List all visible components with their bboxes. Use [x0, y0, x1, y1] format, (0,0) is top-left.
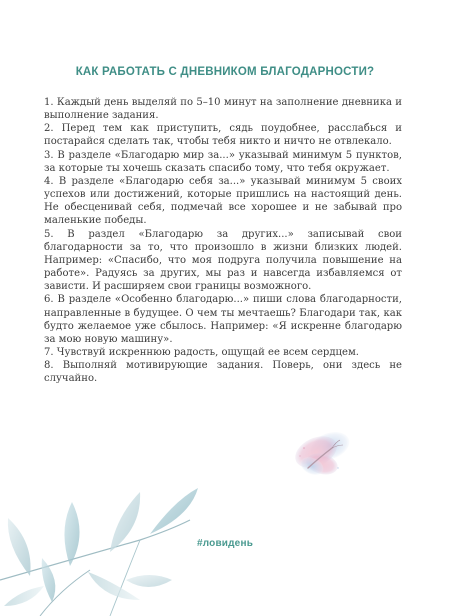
instruction-item-7: 7. Чувствуй искреннюю радость, ощущай ее всем сердцем. [44, 346, 359, 358]
instruction-item-2: 2. Перед тем как приступить, сядь поудобнее, расслабься и постарайся сделать так, чтобы тебя никто и ничто не отвлекало. [44, 123, 402, 148]
hashtag-label: #ловидень [196, 538, 254, 549]
instruction-item-8: 8. Выполняй мотивирующие задания. Поверь, они здесь не случайно. [44, 360, 402, 385]
moth-illustration [286, 428, 356, 488]
instruction-item-5: 5. В раздел «Благодарю за других...» записывай свои благодарности за то, что произошло в жизни близких людей. Например: «Спасибо, что моя подруга получила повышение на работе». Радуясь за других, мы раз и навсегда избавляемся от зависти. И расширяем свои границы возможного. [44, 228, 402, 293]
leaves-illustration [0, 430, 200, 616]
instruction-item-4: 4. В разделе «Благодарю себя за...» указывай минимум 5 своих успехов или достижений, которые пришлись на настоящий день. Не обесценивай себя, подмечай все хорошее и не забывай про маленькие победы. [44, 175, 402, 227]
page-title: КАК РАБОТАТЬ С ДНЕВНИКОМ БЛАГОДАРНОСТИ? [75, 66, 375, 78]
instruction-item-1: 1. Каждый день выделяй по 5–10 минут на заполнение дневника и выполнение задания. [44, 97, 402, 122]
instructions-list [44, 96, 402, 385]
instruction-item-3: 3. В разделе «Благодарю мир за...» указывай минимум 5 пунктов, за которые ты хочешь сказать спасибо тому, что тебя окружает. [44, 149, 402, 174]
instruction-item-6: 6. В разделе «Особенно благодарю...» пиши слова благодарности, направленные в будущее. О чем ты мечтаешь? Благодари так, как будто желаемое уже сбылось. Например: «Я искренне благодарю за мою новую машину». [44, 294, 402, 345]
